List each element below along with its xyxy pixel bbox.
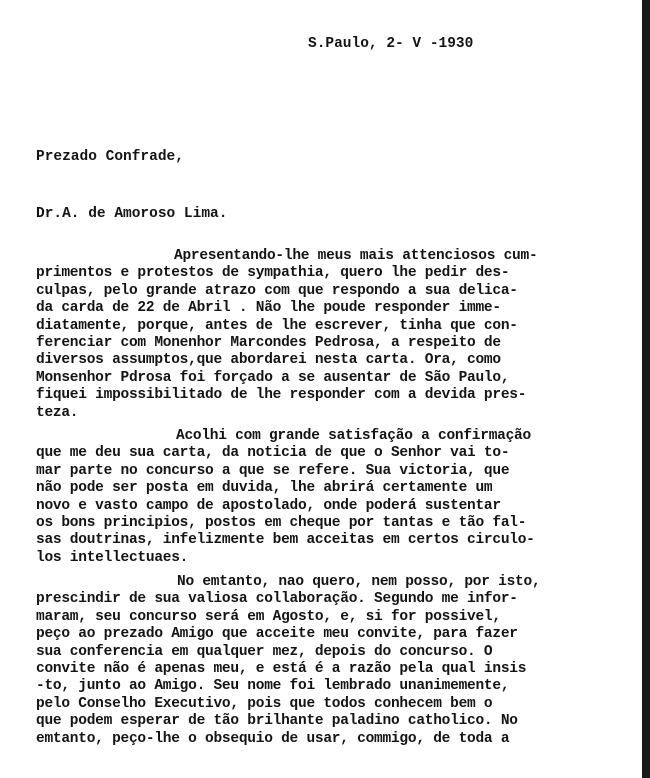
paragraph-3-line-2: prescindir de sua valiosa collaboração. Segundo me infor- bbox=[36, 591, 518, 608]
paragraph-1-line-3: culpas, pelo grande atrazo com que respondo a sua delica- bbox=[36, 282, 518, 299]
paragraph-2-line-4: não pode ser posta em duvida, lhe abrirá certamente um bbox=[36, 480, 493, 497]
paragraph-1-line-6: ferenciar com Monenhor Marcondes Pedrosa, a respeito de bbox=[36, 335, 501, 352]
letter-salutation bbox=[36, 110, 227, 262]
salutation-recipient: Dr.A. de Amoroso Lima. bbox=[36, 206, 228, 222]
paragraph-2-line-3: mar parte no concurso a que se refere. Sua victoria, que bbox=[36, 462, 510, 479]
paragraph-3-line-9: que podem esperar de tão brilhante paladino catholico. No bbox=[36, 713, 518, 730]
paragraph-3-line-10: emtanto, peço-lhe o obsequio de usar, commigo, de toda a bbox=[36, 730, 510, 747]
paragraph-1-line-9: fiquei impossibilitado de lhe responder com a devida pres- bbox=[36, 387, 527, 404]
scan-edge-shadow bbox=[642, 0, 650, 778]
paragraph-3-line-8: pelo Conselho Executivo, pois que todos conhecem bem o bbox=[36, 695, 493, 712]
salutation-greeting: Prezado Confrade, bbox=[36, 149, 184, 165]
paragraph-1-line-10: teza. bbox=[36, 404, 79, 421]
letter-date: S.Paulo, 2- V -1930 bbox=[308, 36, 474, 52]
paragraph-3-line-6: convite não é apenas meu, e está é a razão pela qual insis bbox=[36, 661, 527, 678]
paragraph-2-line-5: novo e vasto campo de apostolado, onde poderá sustentar bbox=[36, 497, 501, 514]
paragraph-1-line-2: primentos e protestos de sympathia, quero lhe pedir des- bbox=[36, 265, 510, 282]
paragraph-2-line-8: los intellectuaes. bbox=[36, 549, 189, 566]
paragraph-1-line-7: diversos assumptos,que abordarei nesta carta. Ora, como bbox=[36, 352, 501, 369]
paragraph-1-line-4: da carda de 22 de Abril . Não lhe poude responder imme- bbox=[36, 300, 501, 317]
paragraph-2-line-2: que me deu sua carta, da noticia de que o Senhor vai to- bbox=[36, 445, 510, 462]
paragraph-3-line-4: peço ao prezado Amigo que acceite meu convite, para fazer bbox=[36, 626, 518, 643]
paragraph-3-line-5: sua conferencia em qualquer mez, depois do concurso. O bbox=[36, 643, 493, 660]
paragraph-3-line-7: -to, junto ao Amigo. Seu nome foi lembrado unanimemente, bbox=[36, 678, 510, 695]
paragraph-2-line-7: sas doutrinas, infelizmente bem acceitas em certos circulo- bbox=[36, 532, 535, 549]
paragraph-2-line-6: os bons principios, postos em cheque por tantas e tão fal- bbox=[36, 515, 527, 532]
paragraph-3-line-1: No emtanto, nao quero, nem posso, por isto, bbox=[177, 574, 541, 590]
paragraph-2-line-1: Acolhi com grande satisfação a confirmação bbox=[176, 428, 531, 444]
paragraph-3-line-3: maram, seu concurso será em Agosto, e, si for possivel, bbox=[36, 608, 501, 625]
paragraph-1-line-5: diatamente, porque, antes de lhe escrever, tinha que con- bbox=[36, 317, 518, 334]
letter-paragraph-1 bbox=[36, 248, 638, 422]
paragraph-1-line-8: Monsenhor Pdrosa foi forçado a se ausentar de São Paulo, bbox=[36, 369, 510, 386]
letter-paragraph-3 bbox=[36, 574, 638, 748]
letter-paragraph-2 bbox=[36, 428, 638, 567]
paragraph-1-line-1: Apresentando-lhe meus mais attenciosos cum- bbox=[174, 248, 538, 264]
